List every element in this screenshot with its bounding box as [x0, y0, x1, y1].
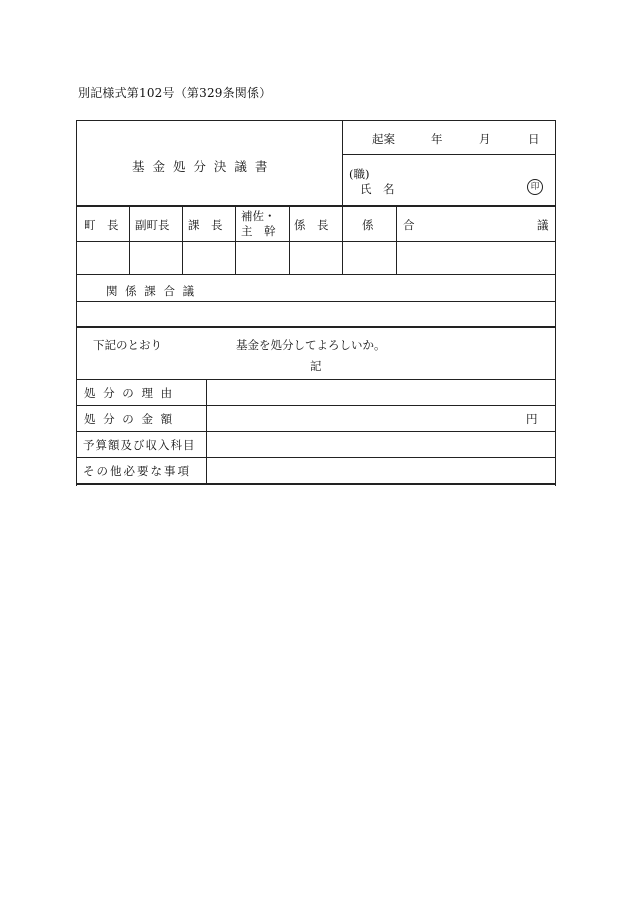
form-number: 別記様式第102号（第329条関係） [78, 86, 272, 100]
seal-icon: 印 [527, 179, 543, 195]
name-label: 氏 名 [360, 182, 395, 196]
approval-header-assistant: 補佐・ 主 幹 [241, 209, 276, 238]
position-label: (職) [349, 167, 370, 181]
amount-label: 処 分 の 金 額 [84, 412, 175, 426]
year-label: 年 [431, 132, 443, 146]
approval-header-consultation-end: 議 [537, 218, 549, 232]
approval-header-staff: 係 [362, 218, 374, 232]
fund-disposal-form [76, 120, 556, 486]
approval-header-subsection-chief: 係 長 [294, 218, 329, 232]
day-label: 日 [528, 132, 540, 146]
statement-left: 下記のとおり [93, 338, 162, 352]
reason-label: 処 分 の 理 由 [84, 386, 175, 400]
draft-label: 起案 [372, 132, 395, 146]
approval-header-section-chief: 課 長 [188, 218, 223, 232]
other-label: その他必要な事項 [83, 464, 191, 478]
approval-header-consultation: 合 [403, 218, 415, 232]
form-title: 基 金 処 分 決 議 書 [132, 159, 270, 174]
month-label: 月 [479, 132, 491, 146]
budget-label: 予算額及び収入科目 [83, 438, 196, 452]
statement-right: 基金を処分してよろしいか。 [236, 338, 386, 352]
approval-header-deputy: 副町長 [135, 218, 170, 232]
yen-label: 円 [526, 412, 538, 426]
record-label: 記 [310, 359, 322, 373]
related-departments-label: 関 係 課 合 議 [106, 284, 197, 298]
approval-header-town-head: 町 長 [84, 218, 119, 232]
